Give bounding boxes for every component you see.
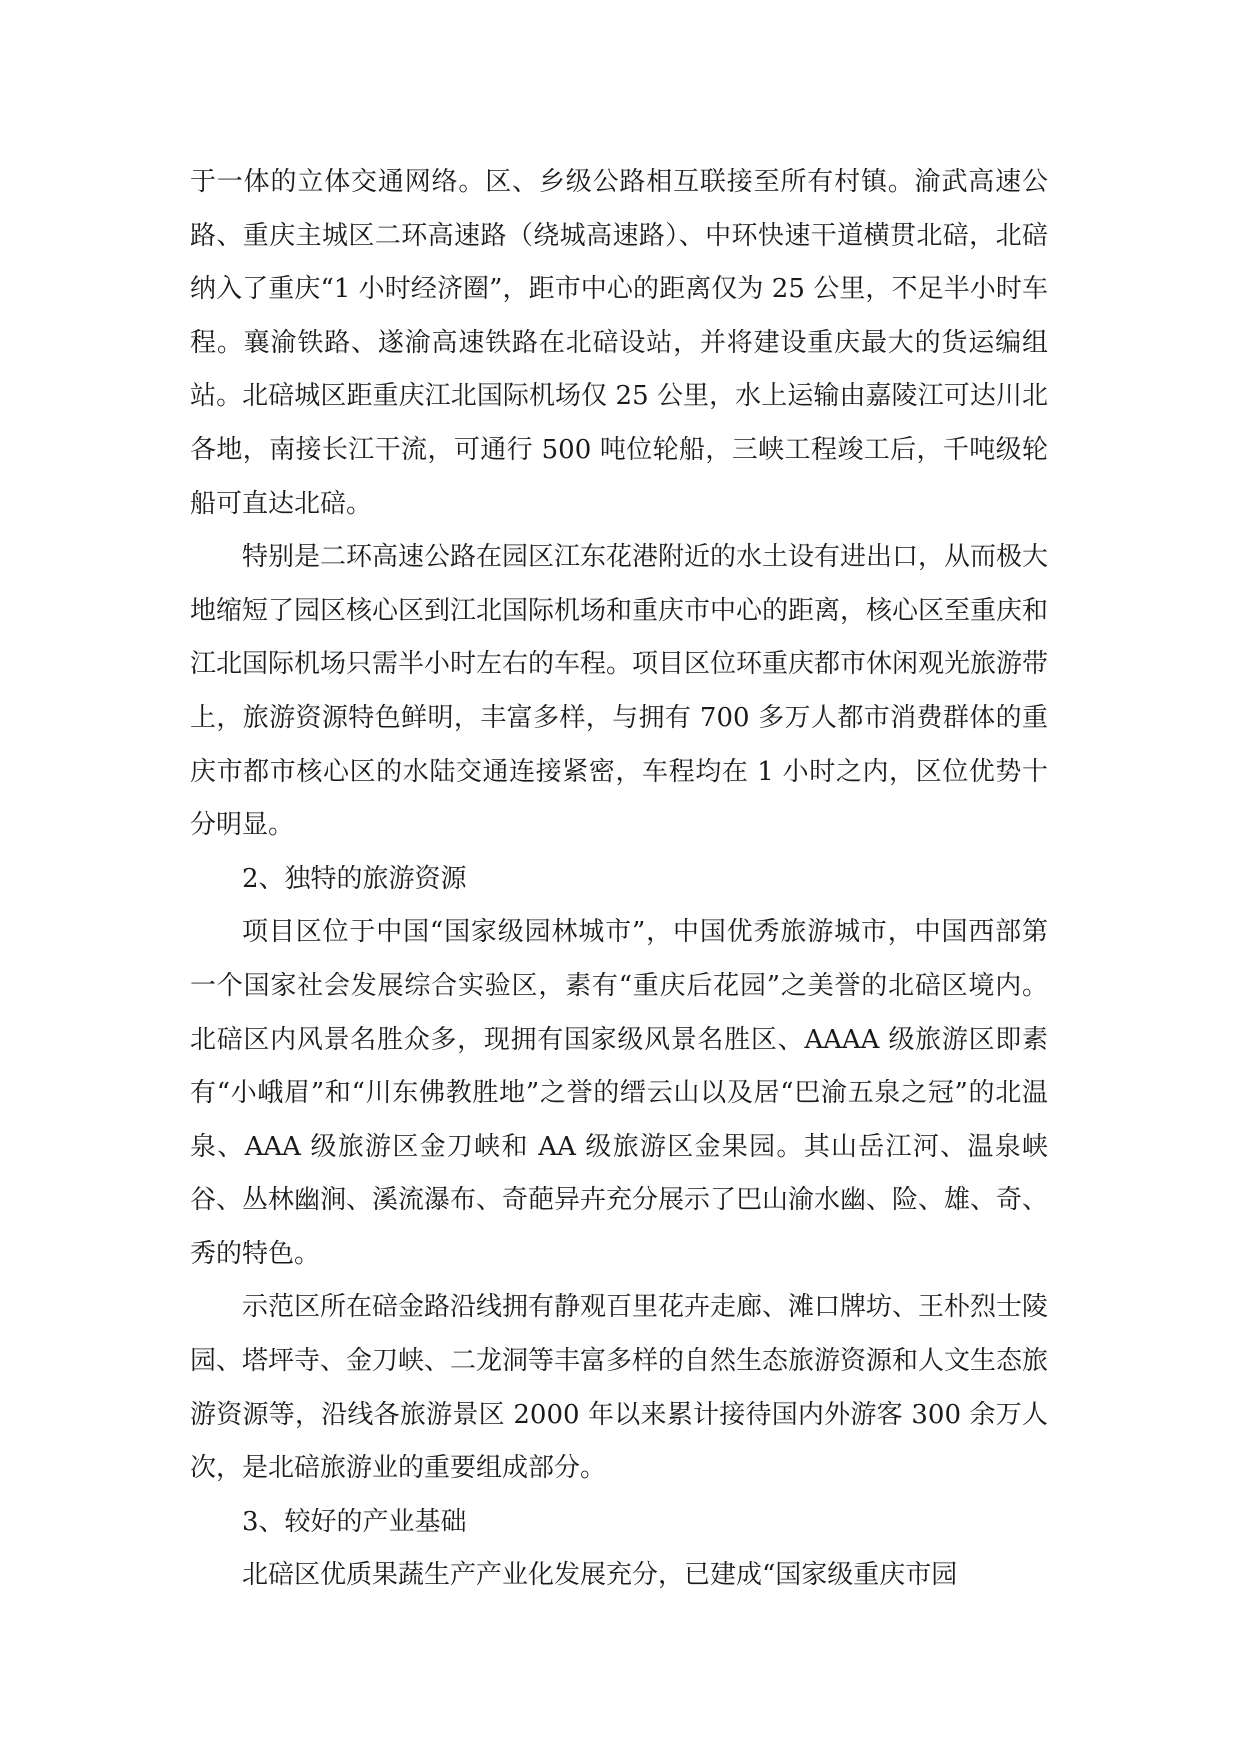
paragraph-transport-network: 于一体的立体交通网络。区、乡级公路相互联接至所有村镇。渝武高速公路、重庆主城区二环高速路（绕城高速路）、中环快速干道横贯北碚，北碚纳入了重庆“1 小时经济圈”，距市中心的距离仅为 25 公里，不足半小时车程。襄渝铁路、遂渝高速铁路在北碚设站，并将建设重庆最大的货运编组站。北碚城区距重庆江北国际机场仅 25 公里，水上运输由嘉陵江可达川北各地，南接长江干流，可通行 500 吨位轮船，三峡工程竣工后，千吨级轮船可直达北碚。 <box>190 167 1048 519</box>
section-heading-industry-base: 3、较好的产业基础 <box>242 1506 467 1537</box>
section-heading-tourism-resources: 2、独特的旅游资源 <box>242 863 467 894</box>
paragraph-demo-zone: 示范区所在碚金路沿线拥有静观百里花卉走廊、滩口牌坊、王朴烈士陵园、塔坪寺、金刀峡、二龙洞等丰富多样的自然生态旅游资源和人文生态旅游资源等，沿线各旅游景区 2000 年以来累计接待国内外游客 300 余万人次，是北碚旅游业的重要组成部分。 <box>190 1292 1049 1484</box>
paragraph-highway-access: 特别是二环高速公路在园区江东花港附近的水土设有进出口，从而极大地缩短了园区核心区到江北国际机场和重庆市中心的距离，核心区至重庆和江北国际机场只需半小时左右的车程。项目区位环重庆都市休闲观光旅游带上，旅游资源特色鲜明，丰富多样，与拥有 700 多万人都市消费群体的重庆市都市核心区的水陆交通连接紧密，车程均在 1 小时之内，区位优势十分明显。 <box>190 542 1049 841</box>
paragraph-industry-base: 北碚区优质果蔬生产产业化发展充分，已建成“国家级重庆市园 <box>242 1560 958 1591</box>
body-text <box>190 156 1048 1603</box>
paragraph-tourism-resources: 项目区位于中国“国家级园林城市”，中国优秀旅游城市，中国西部第一个国家社会发展综合实验区，素有“重庆后花园”之美誉的北碚区境内。北碚区内风景名胜众多，现拥有国家级风景名胜区、AAAA 级旅游区即素有“小峨眉”和“川东佛教胜地”之誉的缙云山以及居“巴渝五泉之冠”的北温泉、AAA 级旅游区金刀峡和 AA 级旅游区金果园。其山岳江河、温泉峡谷、丛林幽涧、溪流瀑布、奇葩异卉充分展示了巴山渝水幽、险、雄、奇、秀的特色。 <box>190 917 1049 1269</box>
